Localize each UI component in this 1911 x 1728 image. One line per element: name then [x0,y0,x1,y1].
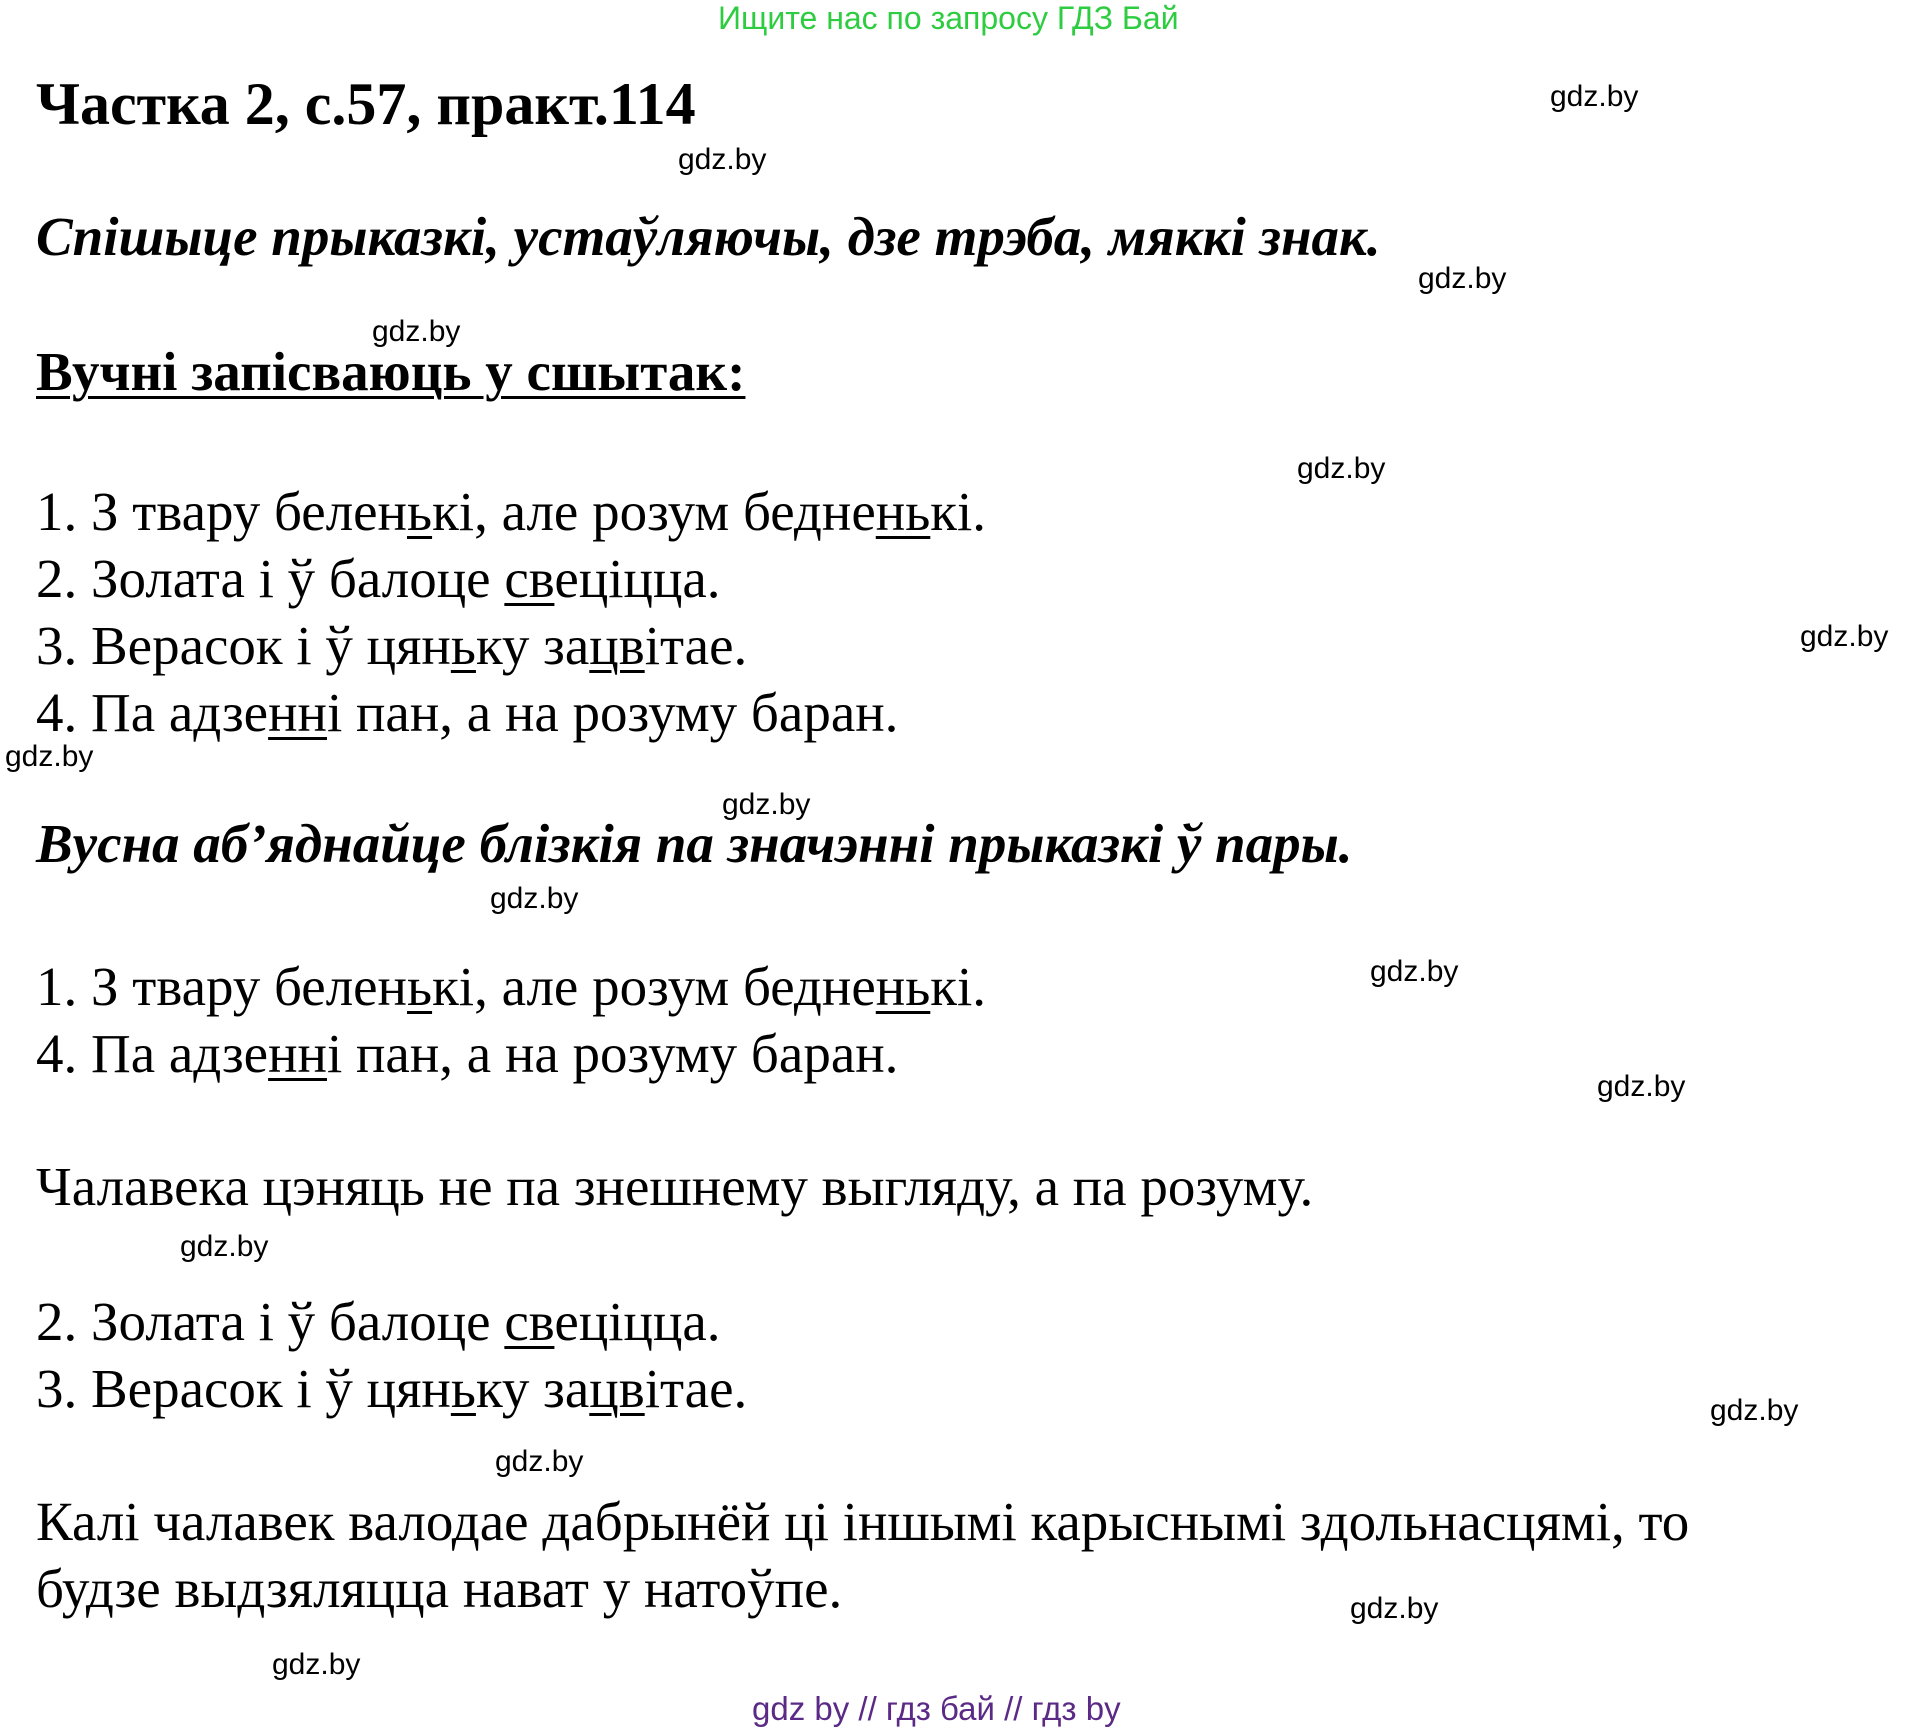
proverb-line [36,681,898,744]
underlined-letters: св [504,548,555,609]
text-segment: 2. Золата і ў балоце [36,1291,505,1352]
proverb-line [36,480,986,543]
watermark: gdz.by [722,788,811,821]
text-segment: кі. [930,956,987,1017]
underlined-letters: ь [406,481,433,542]
explanation-text-1: Чалавека цэняць не па знешнему выгляду, а па розуму. [36,1156,1314,1217]
text-segment: кі. [930,481,987,542]
search-banner: Ищите нас по запросу ГДЗ Бай [718,0,1179,36]
underlined-letters: ь [450,1358,476,1419]
section-heading: Вучні запісваюць у сшытак: [36,341,746,402]
text-segment: 3. Верасок і ў цян [36,1358,451,1419]
text-segment: кі, але розум бедне [432,956,876,1017]
underlined-letters: цв [589,1358,645,1419]
underlined-letters: нн [268,682,327,743]
underlined-letters: св [504,1291,555,1352]
watermark: gdz.by [180,1230,269,1263]
watermark: gdz.by [1370,955,1459,988]
watermark: gdz.by [5,740,94,773]
text-segment: кі, але розум бедне [432,481,876,542]
watermark: gdz.by [490,882,579,915]
watermark: gdz.by [372,315,461,348]
text-segment: і пан, а на розуму баран. [326,1023,899,1084]
text-segment: ітае. [644,615,748,676]
text-segment: еціцца. [554,1291,721,1352]
underlined-letters: цв [589,615,645,676]
proverb-line [36,1022,898,1085]
text-segment: ку за [475,1358,590,1419]
watermark: gdz.by [1800,620,1889,653]
proverb-line [36,1357,747,1420]
watermark: gdz.by [1297,452,1386,485]
task-instruction-2: Вусна аб’яднайце блізкія па значэнні прыказкі ў пары. [36,813,1353,874]
underlined-letters: нн [268,1023,327,1084]
text-segment: 1. З твару белен [36,481,407,542]
text-segment: і пан, а на розуму баран. [326,682,899,743]
proverb-line [36,547,721,610]
proverb-line [36,614,747,677]
explanation-text-2-line-1: Калі чалавек валодае дабрынёй ці іншымі карыснымі здольнасцямі, то [36,1491,1690,1552]
watermark: gdz.by [272,1648,361,1681]
proverb-line [36,1290,721,1353]
footer-links: gdz by // гдз бай // гдз by [752,1690,1121,1727]
task-instruction-1: Спішыце прыказкі, устаўляючы, дзе трэба, мяккі знак. [36,206,1381,267]
text-segment: ітае. [644,1358,748,1419]
watermark: gdz.by [1550,80,1639,113]
text-segment: 4. Па адзе [36,1023,269,1084]
text-segment: 2. Золата і ў балоце [36,548,505,609]
watermark: gdz.by [1710,1394,1799,1427]
text-segment: 3. Верасок і ў цян [36,615,451,676]
text-segment: 4. Па адзе [36,682,269,743]
watermark: gdz.by [495,1445,584,1478]
watermark: gdz.by [678,143,767,176]
explanation-text-2-line-2: будзе выдзяляцца нават у натоўпе. [36,1558,843,1619]
underlined-letters: ь [406,956,433,1017]
watermark: gdz.by [1597,1070,1686,1103]
page-title: Частка 2, с.57, практ.114 [36,71,696,137]
watermark: gdz.by [1350,1592,1439,1625]
text-segment: 1. З твару белен [36,956,407,1017]
underlined-letters: ь [450,615,476,676]
underlined-letters: нь [875,481,931,542]
proverb-line [36,955,986,1018]
text-segment: ку за [475,615,590,676]
text-segment: еціцца. [554,548,721,609]
watermark: gdz.by [1418,262,1507,295]
underlined-letters: нь [875,956,931,1017]
